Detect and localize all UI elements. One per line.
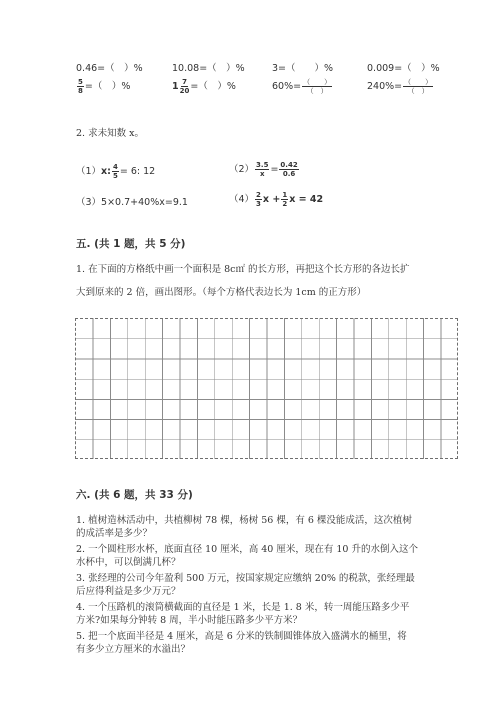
conversion-7: 60%= $\frac{( )}{( )}$ [272, 78, 332, 95]
conversion-4: 0.009=（ ）% [367, 63, 440, 74]
equation-2: （2） $\frac{3.5}{x}$ = $\frac{0.42}{0.6}$ [229, 161, 298, 178]
q6-line: 3. 张经理的公司今年盈利 500 万元，按国家规定应缴纳 20% 的税款，张经理最 [76, 573, 415, 584]
q6-line: 的成活率是多少？ [76, 528, 153, 539]
q6-line: 方米?如果每分钟转 8 周，半小时能压路多少平方米？ [76, 615, 303, 626]
conversion-5: $\frac{5}{8}$ =（ ）% [78, 78, 131, 95]
equation-4: （4） $\frac{2}{3}$ x + $\frac{1}{2}$ x = 42 [229, 191, 324, 208]
q6-line: 4. 一个压路机的滚筒横截面的直径是 1 米，长是 1. 8 米，转一周能压路多少平 [76, 602, 410, 613]
q5-text-line-2: 大到原来的 2 倍，画出图形。（每个方格代表边长为 1cm 的正方形） [76, 287, 367, 298]
section-6-heading: 六. (共 6 题，共 33 分) [76, 489, 193, 501]
q6-line: 2. 一个圆柱形水杯，底面直径 10 厘米，高 40 厘米，现在有 10 升的水倒入这个 [76, 544, 418, 555]
q5-text-line-1: 1. 在下面的方格纸中画一个面积是 8c㎡ 的长方形，再把这个长方形的各边长扩 [76, 264, 410, 275]
q6-line: 水杯中，可以倒满几杯？ [76, 557, 181, 568]
section-2-title: 2. 求未知数 x。 [76, 128, 144, 139]
conversion-3: 3=（ ）% [272, 63, 334, 74]
q6-line: 1. 植树造林活动中，共植柳树 78 棵，杨树 56 棵，有 6 棵没能成活，这次植树 [76, 515, 412, 526]
conversion-6: 1 $\frac{7}{20}$ =（ ）% [172, 78, 236, 95]
conversion-1: 0.46=（ ）% [76, 63, 143, 74]
q6-line: 有多少立方厘米的水溢出？ [76, 644, 191, 655]
graph-paper-grid[interactable] [75, 318, 458, 459]
conversion-8: 240%= $\frac{( )}{( )}$ [367, 78, 433, 95]
q6-line: 5. 把一个底面半径是 4 厘米，高是 6 分米的铁制圆锥体放入盛满水的桶里，将 [76, 631, 407, 642]
conversion-2: 10.08=（ ）% [172, 63, 245, 74]
equation-3: （3）5×0.7+40%x=9.1 [76, 197, 188, 208]
q6-line: 后应得利益是多少万元？ [76, 586, 181, 597]
equation-1: （1）x: $\frac{4}{5}$ = 6: 12 [76, 163, 156, 180]
section-5-heading: 五. (共 1 题，共 5 分) [76, 238, 186, 250]
